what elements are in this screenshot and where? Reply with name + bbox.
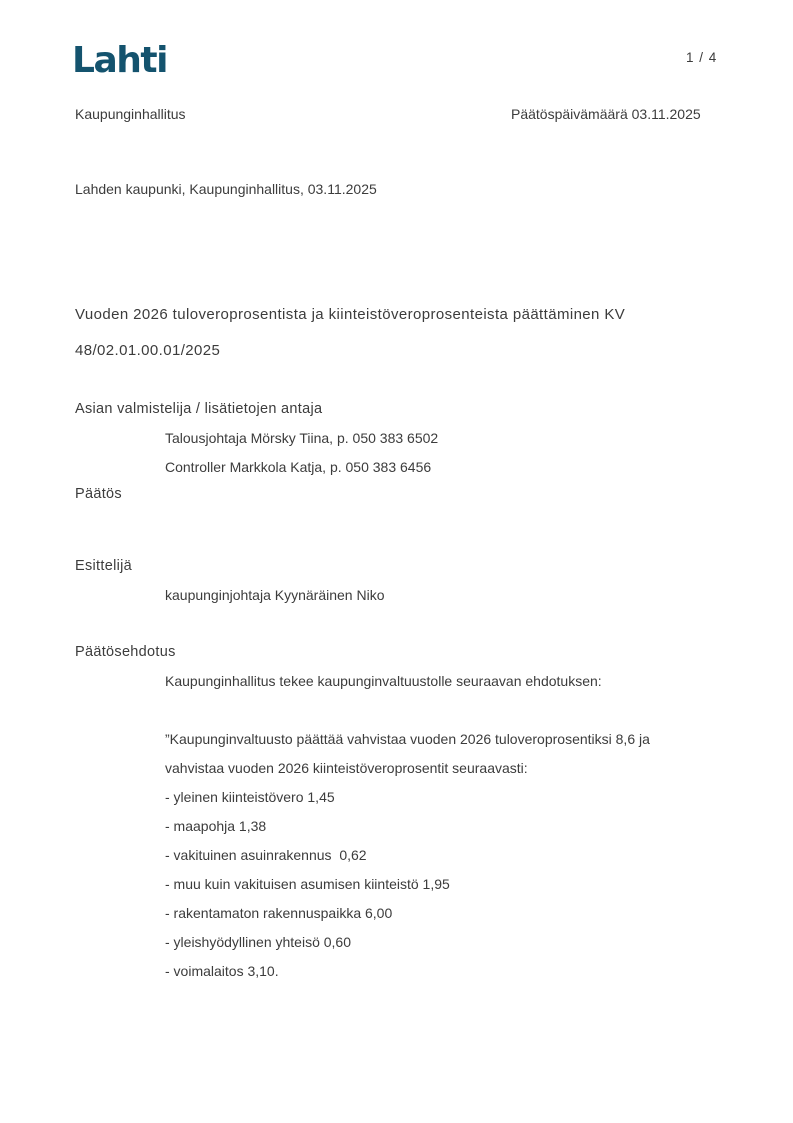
proposal-quote-line: ”Kaupunginvaltuusto päättää vahvistaa vuoden 2026 tuloveroprosentiksi 8,6 ja [165,731,650,747]
page-number: 1 / 4 [686,50,718,65]
tax-rate-item: - rakentamaton rakennuspaikka 6,00 [165,905,393,921]
presenter-name: kaupunginjohtaja Kyynäräinen Niko [165,587,385,603]
decision-heading: Päätös [75,486,122,502]
meta-line: Lahden kaupunki, Kaupunginhallitus, 03.11.2025 [75,181,377,197]
proposal-heading: Päätösehdotus [75,644,176,660]
tax-rate-item: - muu kuin vakituisen asumisen kiinteistö 1,95 [165,876,450,892]
subject-title: Vuoden 2026 tuloveroprosentista ja kiinteistöveroprosenteista päättäminen KV [75,306,626,323]
presenter-heading: Esittelijä [75,558,132,574]
proposal-intro: Kaupunginhallitus tekee kaupunginvaltuustolle seuraavan ehdotuksen: [165,673,602,689]
tax-rate-item: - maapohja 1,38 [165,818,267,834]
tax-rate-item: - vakituinen asuinrakennus 0,62 [165,847,367,863]
header-decision-date: Päätöspäivämäärä 03.11.2025 [511,106,701,122]
tax-rate-item: - voimalaitos 3,10. [165,963,279,979]
preparer-heading: Asian valmistelija / lisätietojen antaja [75,401,323,417]
header-org-name: Kaupunginhallitus [75,106,186,122]
tax-rate-item: - yleinen kiinteistövero 1,45 [165,789,335,805]
tax-rate-item: - yleishyödyllinen yhteisö 0,60 [165,934,351,950]
subject-case-number: 48/02.01.00.01/2025 [75,342,221,359]
preparer-contact: Talousjohtaja Mörsky Tiina, p. 050 383 6502 [165,430,439,446]
proposal-quote-line: vahvistaa vuoden 2026 kiinteistöveroprosentit seuraavasti: [165,760,528,776]
lahti-logo: Lahti [72,40,167,81]
preparer-contact: Controller Markkola Katja, p. 050 383 6456 [165,459,432,475]
